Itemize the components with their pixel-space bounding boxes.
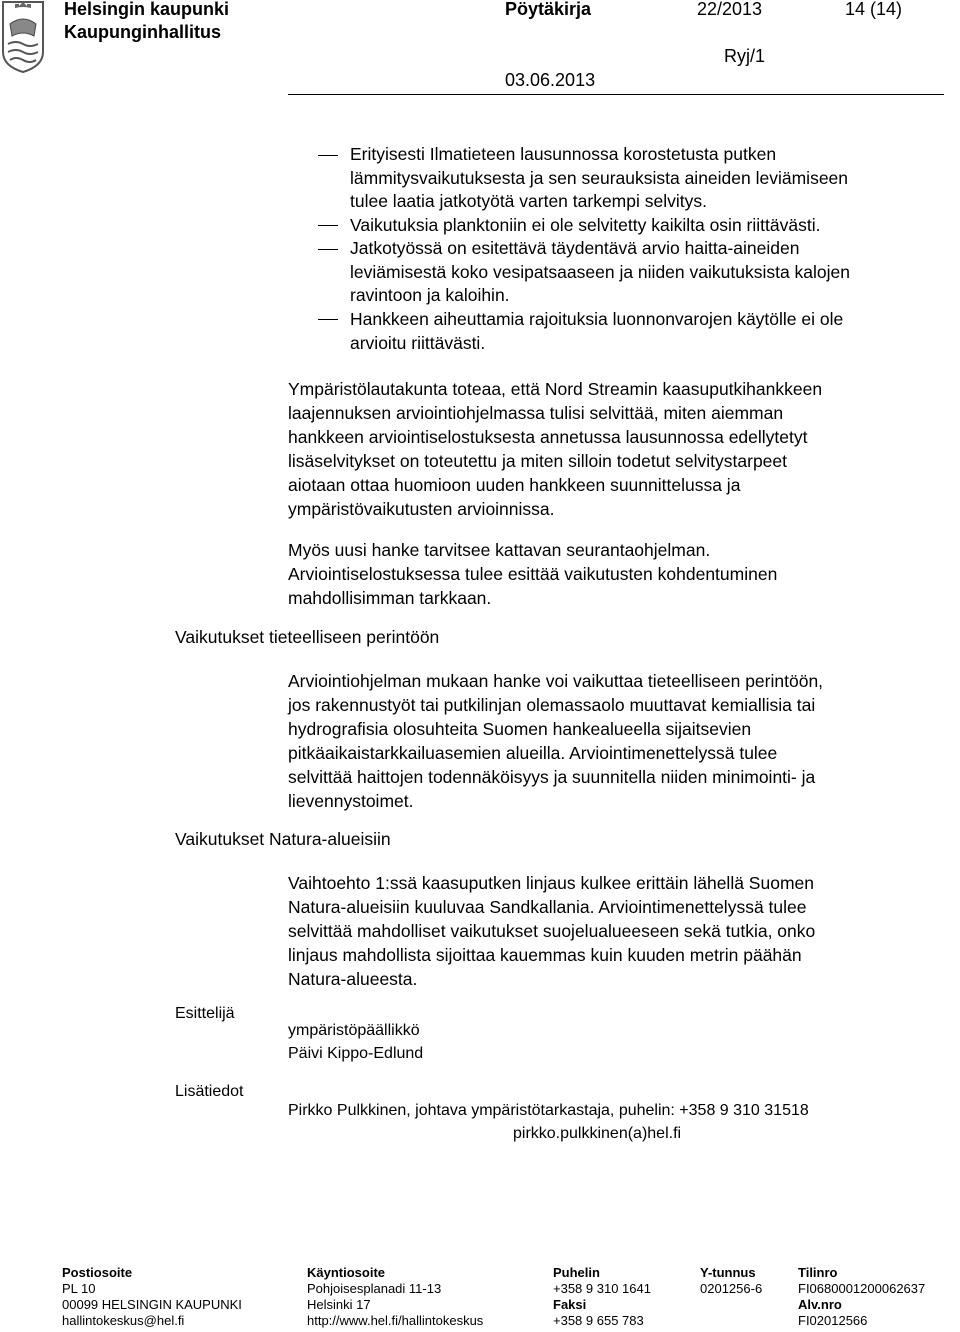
header-page: 14 (14): [845, 0, 903, 19]
section-heading-natura: Vaikutukset Natura-alueisiin: [175, 829, 391, 849]
header-ref: Ryj/1: [724, 46, 766, 66]
footer-col-bank: Tilinro FI0680001200062637 Alv.nro FI02012566: [798, 1265, 926, 1328]
bullet-item: Jatkotyössä on esitettävä täydentävä arvio haitta-aineiden leviämisestä koko vesipatsaaseen ja niiden vaikutuksista kalojen ravintoon ja kaloihin.: [350, 238, 850, 305]
paragraph-heritage: Arviointiohjelman mukaan hanke voi vaikuttaa tieteelliseen perintöön, jos rakennustyöt tai putkilinjan olemassaolo muuttavat kemiallisia tai hydrografisia olosuhteita Suomen hankealueella sijaitsevien pitkäaikaistarkkailuasemien alueilla. Arviointimenettelyssä tulee selvittää haittojen todennäköisyys ja suunnitella niiden minimointi- ja lievennystoimet.: [288, 671, 824, 811]
bullet-dash: [318, 155, 338, 156]
label-more-info: Lisätiedot: [175, 1083, 244, 1100]
header-doc-type: Pöytäkirja: [505, 0, 592, 19]
bullet-item: Hankkeen aiheuttamia rajoituksia luonnonvarojen käytölle ei ole arvioitu riittävästi.: [350, 309, 844, 353]
label-presenter: Esittelijä: [175, 1005, 235, 1022]
footer-col-visit: Käyntiosoite Pohjoisesplanadi 11-13 Helsinki 17 http://www.hel.fi/hallintokeskus: [307, 1265, 484, 1328]
city-crest-logo: [0, 0, 46, 74]
bullet-dash: [318, 319, 338, 320]
section-heading-heritage: Vaikutukset tieteelliseen perintöön: [175, 627, 440, 647]
bullet-dash: [318, 249, 338, 250]
header-org: Helsingin kaupunki: [64, 0, 230, 19]
paragraph-monitoring: Myös uusi hanke tarvitsee kattavan seurantaohjelman. Arviointiselostuksessa tulee esittää vaikutusten kohdentuminen mahdollisimman tarkkaan.: [288, 540, 778, 608]
presenter-name: Päivi Kippo-Edlund: [288, 1045, 424, 1062]
contact-email: pirkko.pulkkinen(a)hel.fi: [513, 1125, 682, 1142]
header-issue: 22/2013: [697, 0, 763, 19]
footer-col-business-id: Y-tunnus 0201256-6: [700, 1265, 763, 1296]
paragraph-statement: Ympäristölautakunta toteaa, että Nord Streamin kaasuputkihankkeen laajennuksen arviointiohjelmassa tulisi selvittää, miten aiemman hankkeen arviointiselostuksesta annetussa lausunnossa edellytetyt lisäselvitykset on toteutettu ja miten silloin todetut selvitystarpeet aiotaan ottaa huomioon uuden hankkeen suunnittelussa ja ympäristövaikutusten arvioinnissa.: [288, 379, 823, 519]
header-dept: Kaupunginhallitus: [64, 22, 221, 42]
footer-col-postal: Postiosoite PL 10 00099 HELSINGIN KAUPUNKI hallintokeskus@hel.fi: [62, 1265, 242, 1328]
paragraph-natura: Vaihtoehto 1:ssä kaasuputken linjaus kulkee erittäin lähellä Suomen Natura-alueisiin kuuluvaa Sandkallania. Arviointimenettelyssä tulee selvittää mahdolliset vaikutukset suojelualueeseen sekä tutkia, onko linjaus mahdollista sijoittaa kauemmas kuin kuuden metrin päähän Natura-alueesta.: [288, 873, 816, 989]
header-rule: [288, 94, 944, 95]
bullet-item: Erityisesti Ilmatieteen lausunnossa korostetusta putken lämmitysvaikutuksesta ja sen seurauksista aineiden leviämiseen tulee laatia jatkotyötä varten tarkempi selvitys.: [350, 144, 849, 211]
presenter-title: ympäristöpäällikkö: [288, 1022, 420, 1039]
bullet-item: Vaikutuksia planktoniin ei ole selvitetty kaikilta osin riittävästi.: [350, 215, 821, 235]
footer-col-phone: Puhelin +358 9 310 1641 Faksi +358 9 655 783: [553, 1265, 651, 1328]
header-date: 03.06.2013: [505, 70, 596, 90]
contact-person: Pirkko Pulkkinen, johtava ympäristötarkastaja, puhelin: +358 9 310 31518: [288, 1102, 809, 1119]
bullet-dash: [318, 225, 338, 226]
